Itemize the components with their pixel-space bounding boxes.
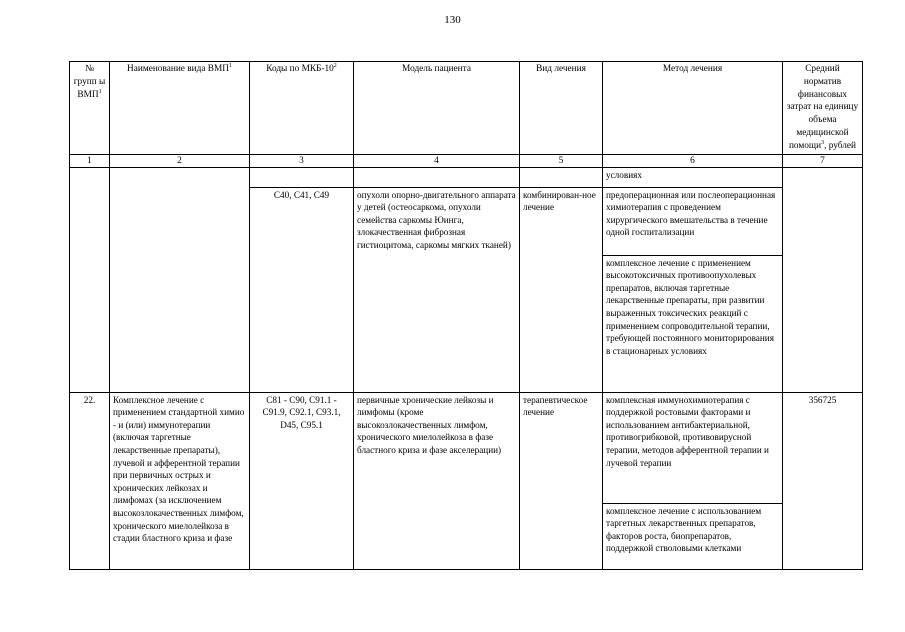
column-number: 4 — [354, 154, 520, 167]
icd-codes-cell: C81 - C90, C91.1 - C91.9, C92.1, C93.1, D45, C95.1 — [250, 392, 354, 569]
treatment-type-cell: комбинирован-ное лечение — [520, 187, 603, 392]
average-cost-cell: 356725 — [783, 392, 863, 569]
column-number: 6 — [603, 154, 783, 167]
header-average-cost: Средний норматив финансовых затрат на единицу объема медицинской помощи$^3$, рублей — [783, 62, 863, 155]
treatment-type-cell — [520, 167, 603, 187]
treatment-method-cell: комплексное лечение с использованием таргетных лекарственных препаратов, факторов роста, биопрепаратов, поддержкой стволовыми клетками — [603, 503, 783, 569]
icd-codes-cell: C40, C41, C49 — [250, 187, 354, 392]
column-number: 7 — [783, 154, 863, 167]
column-number: 1 — [70, 154, 110, 167]
header-row — [70, 62, 863, 155]
vmp-table — [69, 61, 863, 570]
header-treatment-method: Метод лечения — [603, 62, 783, 155]
group-number-cell — [70, 167, 110, 392]
page-number: 130 — [444, 14, 461, 26]
patient-model-cell — [354, 167, 520, 187]
column-number: 5 — [520, 154, 603, 167]
header-group-number: № групп ы ВМП$^1$ — [70, 62, 110, 155]
column-number: 3 — [250, 154, 354, 167]
header-patient-model: Модель пациента — [354, 62, 520, 155]
header-vmp-name: Наименование вида ВМП$^1$ — [110, 62, 250, 155]
patient-model-cell: опухоли опорно-двигательного аппарата у детей (остеосаркома, опухоли семейства саркомы Юинга, злокачественная фиброзная гистиоцитома, саркомы мягких тканей) — [354, 187, 520, 392]
column-number-row — [70, 154, 863, 167]
treatment-method-cell: комплексное лечение с применением высокотоксичных противоопухолевых препаратов, включая таргетные лекарственные препараты, при развитии выраженных токсических реакций с применением сопроводительной терапии, требующей постоянного мониторирования в стационарных условиях — [603, 255, 783, 392]
icd-codes-cell — [250, 167, 354, 187]
vmp-name-cell: Комплексное лечение с применением стандартной химио - и (или) иммунотерапии (включая таргетные лекарственные препараты), лучевой и афферентной терапии при первичных острых и хронических лейкозах и лимфомах (за исключением высокозлокачественных лимфом, хронического миелолейкоза в стадии бластного криза и фазе — [110, 392, 250, 569]
group-number-cell: 22. — [70, 392, 110, 569]
average-cost-cell — [783, 167, 863, 392]
table-row — [70, 167, 863, 187]
table-row — [70, 392, 863, 503]
column-number: 2 — [110, 154, 250, 167]
patient-model-cell: первичные хронические лейкозы и лимфомы (кроме высокозлокачественных лимфом, хронического миелолейкоза в фазе бластного криза и фазе акселерации) — [354, 392, 520, 569]
treatment-method-cell: предоперационная или послеоперационная химиотерапия с проведением хирургического вмешательства в течение одной госпитализации — [603, 187, 783, 255]
header-treatment-type: Вид лечения — [520, 62, 603, 155]
treatment-method-cell: условиях — [603, 167, 783, 187]
header-icd-codes: Коды по МКБ-$10^2$ — [250, 62, 354, 155]
vmp-name-cell — [110, 167, 250, 392]
treatment-type-cell: терапевтическое лечение — [520, 392, 603, 569]
treatment-method-cell: комплексная иммунохимиотерапия с поддержкой ростовыми факторами и использованием антибактериальной, противогрибковой, противовирусной терапии, методов афферентной терапии и лучевой терапии — [603, 392, 783, 503]
